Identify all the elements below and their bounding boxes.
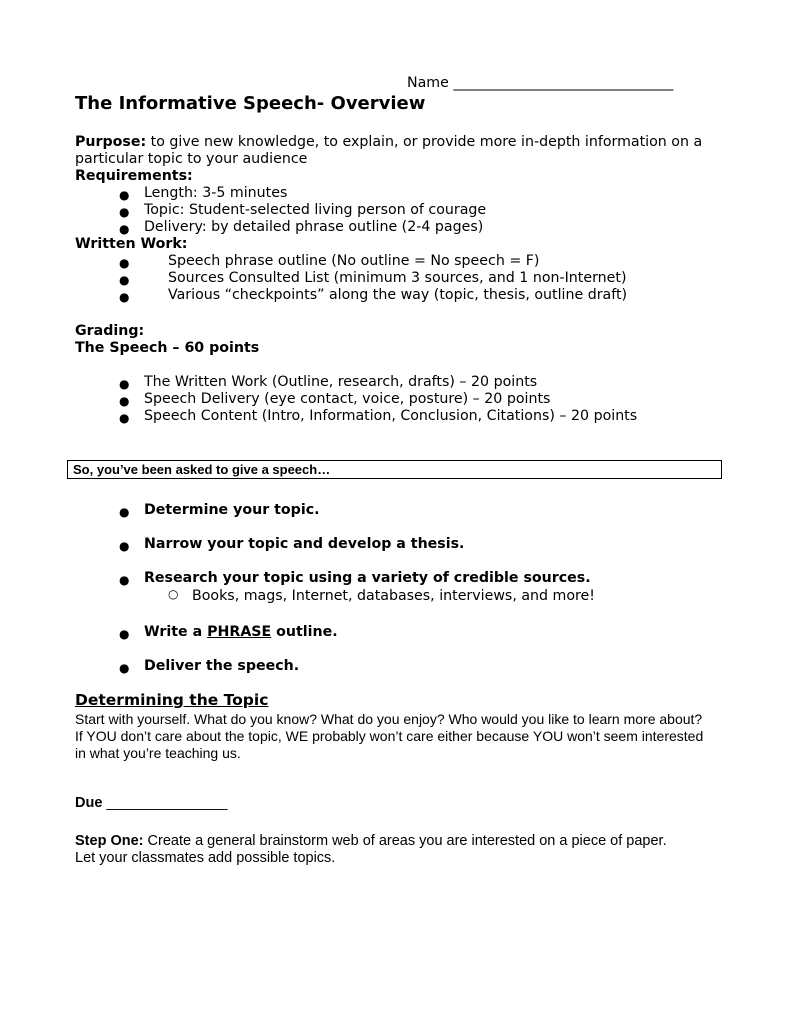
due-blank: _______________ <box>106 795 228 811</box>
bullet-icon: ● <box>119 273 130 287</box>
step-item: Deliver the speech. <box>144 658 300 674</box>
name-field <box>407 75 673 91</box>
bullet-icon: ● <box>119 394 130 408</box>
write-prefix: Write a <box>144 624 208 640</box>
bullet-icon: ● <box>119 573 130 587</box>
step-item: Research your topic using a variety of credible sources. <box>144 570 591 586</box>
write-suffix: outline. <box>271 624 338 640</box>
grading-item: Speech Content (Intro, Information, Conclusion, Citations) – 20 points <box>144 408 638 424</box>
requirement-item: Length: 3-5 minutes <box>144 185 288 201</box>
step-one-text-1: Create a general brainstorm web of areas you are interested on a piece of paper. <box>143 833 667 849</box>
bullet-icon: ● <box>119 256 130 270</box>
due-label: Due <box>75 795 103 811</box>
bullet-icon: ● <box>119 627 130 641</box>
bullet-icon: ● <box>119 290 130 304</box>
written-work-label: Written Work: <box>75 236 188 252</box>
section-heading: Determining the Topic <box>75 691 269 709</box>
purpose-line1 <box>75 134 702 151</box>
grading-item: The Written Work (Outline, research, drafts) – 20 points <box>144 374 538 390</box>
box-heading: So, you’ve been asked to give a speech… <box>73 462 331 477</box>
step-one-line1 <box>75 833 667 850</box>
speech-total: The Speech – 60 points <box>75 340 260 356</box>
bullet-icon: ● <box>119 205 130 219</box>
grading-label: Grading: <box>75 323 145 339</box>
step-item-write <box>144 624 338 641</box>
written-work-item: Sources Consulted List (minimum 3 sources, and 1 non-Internet) <box>168 270 627 286</box>
step-item: Determine your topic. <box>144 502 320 518</box>
step-one-line2: Let your classmates add possible topics. <box>75 850 336 866</box>
topic-paragraph-line: If YOU don’t care about the topic, WE probably won’t care either because YOU won’t seem interested <box>75 728 704 744</box>
requirement-item: Delivery: by detailed phrase outline (2-4 pages) <box>144 219 484 235</box>
topic-paragraph-line: Start with yourself. What do you know? What do you enjoy? Who would you like to learn more about? <box>75 711 703 727</box>
topic-paragraph-line: in what you’re teaching us. <box>75 745 241 761</box>
requirements-label: Requirements: <box>75 168 193 184</box>
step-subitem: Books, mags, Internet, databases, interviews, and more! <box>192 588 595 604</box>
purpose-label: Purpose: <box>75 134 147 150</box>
bullet-icon: ● <box>119 222 130 236</box>
grading-item: Speech Delivery (eye contact, voice, posture) – 20 points <box>144 391 551 407</box>
step-one-label: Step One: <box>75 833 144 849</box>
bullet-icon: ● <box>119 188 130 202</box>
step-item: Narrow your topic and develop a thesis. <box>144 536 465 552</box>
due-line <box>75 795 227 812</box>
written-work-item: Various “checkpoints” along the way (topic, thesis, outline draft) <box>168 287 628 303</box>
name-label: Name <box>407 75 449 91</box>
bullet-icon: ● <box>119 661 130 675</box>
requirement-item: Topic: Student-selected living person of courage <box>144 202 487 218</box>
circle-bullet-icon: ○ <box>168 587 179 601</box>
bullet-icon: ● <box>119 377 130 391</box>
bullet-icon: ● <box>119 539 130 553</box>
purpose-line2: particular topic to your audience <box>75 151 308 167</box>
written-work-item: Speech phrase outline (No outline = No speech = F) <box>168 253 540 269</box>
write-emphasis: PHRASE <box>207 624 272 640</box>
purpose-text-1: to give new knowledge, to explain, or provide more in-depth information on a <box>146 134 703 150</box>
bullet-icon: ● <box>119 505 130 519</box>
page-title: The Informative Speech- Overview <box>75 93 426 114</box>
bullet-icon: ● <box>119 411 130 425</box>
name-blank: _______________________________ <box>453 75 674 91</box>
